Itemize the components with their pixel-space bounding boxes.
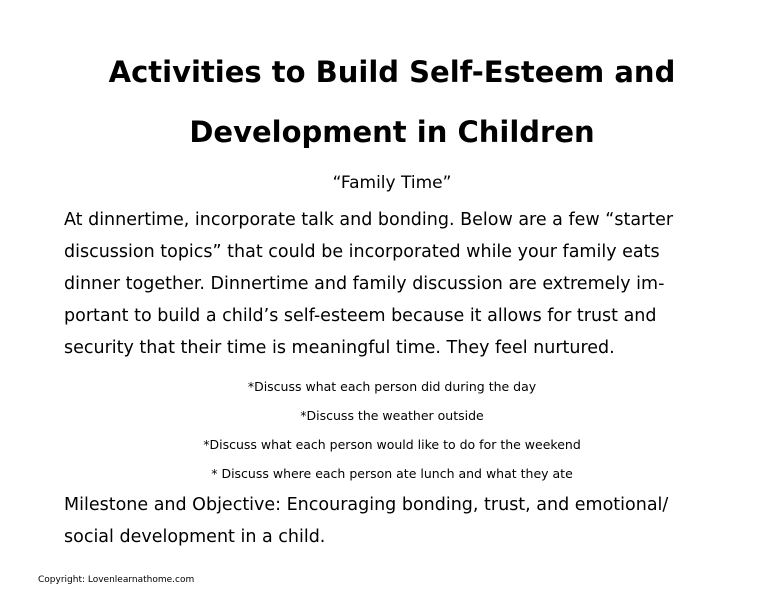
milestone-paragraph	[64, 489, 744, 553]
intro-line: dinner together. Dinnertime and family discussion are extremely im-	[64, 274, 665, 294]
intro-line: portant to build a child’s self-esteem because it allows for trust and	[64, 306, 657, 326]
discussion-topic-item: * Discuss where each person ate lunch and what they ate	[211, 466, 573, 481]
section-subtitle: “Family Time”	[332, 173, 452, 193]
milestone-line: social development in a child.	[64, 527, 326, 547]
page-title-line-2: Development in Children	[189, 115, 595, 149]
discussion-topic-item: *Discuss the weather outside	[300, 408, 484, 423]
page-title-line-1: Activities to Build Self-Esteem and	[108, 55, 676, 89]
discussion-topic-item: *Discuss what each person would like to do for the weekend	[203, 437, 581, 452]
milestone-line: Milestone and Objective: Encouraging bonding, trust, and emotional/	[64, 495, 669, 515]
discussion-topic-list	[0, 372, 784, 488]
intro-paragraph	[64, 204, 744, 364]
intro-line: discussion topics” that could be incorporated while your family eats	[64, 242, 660, 262]
copyright-notice: Copyright: Lovenlearnathome.com	[38, 575, 195, 585]
intro-line: security that their time is meaningful time. They feel nurtured.	[64, 338, 615, 358]
intro-line: At dinnertime, incorporate talk and bonding. Below are a few “starter	[64, 210, 674, 230]
discussion-topic-item: *Discuss what each person did during the day	[247, 379, 537, 394]
